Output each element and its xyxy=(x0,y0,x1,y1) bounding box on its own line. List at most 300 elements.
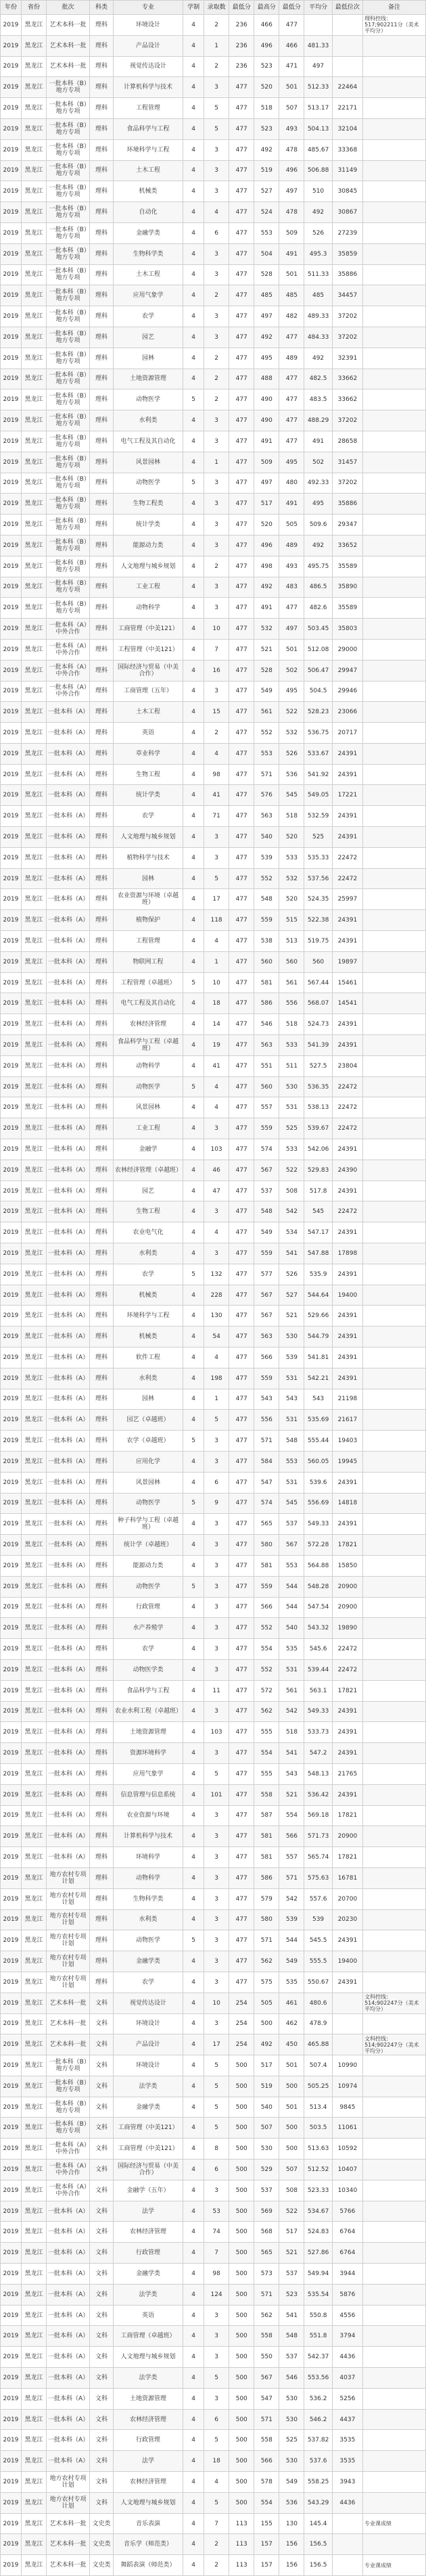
cell-avg-score: 526 xyxy=(304,222,332,243)
cell-avg-score: 482.5 xyxy=(304,368,332,389)
cell-year: 2019 xyxy=(1,1493,22,1514)
cell-admitted: 98 xyxy=(204,2264,229,2285)
cell-duration: 4 xyxy=(183,202,204,223)
cell-major: 音乐学（师范类） xyxy=(114,2534,183,2555)
cell-batch: 一批本科（A） xyxy=(47,1306,90,1327)
cell-cutoff: 477 xyxy=(229,702,254,723)
cell-category: 理科 xyxy=(89,1472,113,1493)
cell-max-score: 492 xyxy=(254,2034,279,2055)
cell-cutoff: 477 xyxy=(229,1055,254,1076)
cell-year: 2019 xyxy=(1,1347,22,1368)
cell-min-score: 505 xyxy=(279,515,304,535)
cell-year: 2019 xyxy=(1,1888,22,1909)
cell-cutoff: 477 xyxy=(229,202,254,223)
cell-max-score: 552 xyxy=(254,1618,279,1639)
cell-province: 黑龙江 xyxy=(21,1763,46,1784)
cell-major: 风景园林 xyxy=(114,452,183,473)
cell-admitted: 3 xyxy=(204,1930,229,1951)
table-row xyxy=(1,1160,426,1180)
cell-province: 黑龙江 xyxy=(21,2388,46,2409)
cell-duration: 5 xyxy=(183,1264,204,1285)
cell-major: 应用化学 xyxy=(114,1451,183,1472)
cell-cutoff: 254 xyxy=(229,2034,254,2055)
cell-cutoff: 477 xyxy=(229,1410,254,1431)
cell-cutoff: 236 xyxy=(229,35,254,56)
cell-major: 水产养殖学 xyxy=(114,1618,183,1639)
cell-province: 黑龙江 xyxy=(21,1180,46,1201)
cell-admitted: 3 xyxy=(204,327,229,348)
table-row xyxy=(1,660,426,681)
cell-admitted: 5 xyxy=(204,1410,229,1431)
cell-admitted: 3 xyxy=(204,1888,229,1909)
table-body xyxy=(1,15,426,2576)
cell-cutoff: 477 xyxy=(229,1243,254,1264)
cell-avg-score: 503.45 xyxy=(304,619,332,640)
cell-category: 理科 xyxy=(89,619,113,640)
cell-admitted: 17 xyxy=(204,2034,229,2055)
table-row xyxy=(1,2118,426,2139)
table-row xyxy=(1,327,426,348)
cell-major: 产品设计 xyxy=(114,2034,183,2055)
cell-min-rank: 20900 xyxy=(332,1826,362,1847)
cell-min-score: 561 xyxy=(279,1680,304,1701)
cell-min-score: 526 xyxy=(279,743,304,764)
cell-major: 农林经济管理 xyxy=(114,2409,183,2430)
cell-min-score: 480 xyxy=(279,473,304,494)
cell-admitted: 2 xyxy=(204,2534,229,2555)
cell-year: 2019 xyxy=(1,2368,22,2389)
cell-batch: 一批本科（B）地方专项 xyxy=(47,2055,90,2076)
cell-cutoff: 500 xyxy=(229,2222,254,2243)
cell-min-score: 533 xyxy=(279,847,304,868)
cell-min-rank: 17821 xyxy=(332,1680,362,1701)
header-note: 备注 xyxy=(363,1,426,15)
cell-admitted: 3 xyxy=(204,598,229,619)
cell-min-rank: 24391 xyxy=(332,1222,362,1243)
cell-duration: 4 xyxy=(183,515,204,535)
cell-year: 2019 xyxy=(1,1847,22,1868)
cell-major: 农业资源与环境（卓越班） xyxy=(114,889,183,910)
cell-category: 理科 xyxy=(89,931,113,952)
cell-admitted: 3 xyxy=(204,681,229,702)
cell-min-score: 533 xyxy=(279,1035,304,1056)
cell-cutoff: 477 xyxy=(229,1722,254,1743)
cell-major: 园林 xyxy=(114,1389,183,1410)
cell-admitted: 11 xyxy=(204,1680,229,1701)
cell-note: 理科控线：517;902211分（美术平均分） xyxy=(363,15,426,36)
cell-cutoff: 500 xyxy=(229,2409,254,2430)
cell-year: 2019 xyxy=(1,2243,22,2264)
cell-admitted: 3 xyxy=(204,1659,229,1680)
cell-duration: 4 xyxy=(183,2160,204,2180)
cell-min-rank: 23804 xyxy=(332,1055,362,1076)
cell-cutoff: 236 xyxy=(229,15,254,36)
cell-batch: 一批本科（A） xyxy=(47,785,90,806)
cell-max-score: 555 xyxy=(254,1722,279,1743)
cell-province: 黑龙江 xyxy=(21,1306,46,1327)
cell-cutoff: 477 xyxy=(229,1514,254,1535)
cell-cutoff: 477 xyxy=(229,1867,254,1888)
cell-avg-score: 533.73 xyxy=(304,1722,332,1743)
cell-cutoff: 477 xyxy=(229,1285,254,1306)
cell-note xyxy=(363,2347,426,2368)
cell-category: 理科 xyxy=(89,139,113,160)
cell-min-rank: 20230 xyxy=(332,1909,362,1930)
cell-min-score: 553 xyxy=(279,1555,304,1576)
cell-min-score: 497 xyxy=(279,181,304,202)
cell-category: 理科 xyxy=(89,1160,113,1180)
cell-avg-score: 549.33 xyxy=(304,1701,332,1722)
cell-min-score: 539 xyxy=(279,1909,304,1930)
cell-min-score: 526 xyxy=(279,1264,304,1285)
cell-province: 黑龙江 xyxy=(21,368,46,389)
cell-note xyxy=(363,452,426,473)
cell-category: 理科 xyxy=(89,494,113,515)
cell-avg-score: 556.69 xyxy=(304,1493,332,1514)
cell-max-score: 547 xyxy=(254,2388,279,2409)
cell-min-rank: 22472 xyxy=(332,847,362,868)
cell-min-score: 531 xyxy=(279,1472,304,1493)
cell-admitted: 7 xyxy=(204,2513,229,2534)
cell-cutoff: 477 xyxy=(229,764,254,785)
cell-min-rank: 21617 xyxy=(332,1410,362,1431)
table-row xyxy=(1,452,426,473)
cell-note xyxy=(363,535,426,556)
cell-province: 黑龙江 xyxy=(21,1410,46,1431)
cell-duration: 4 xyxy=(183,1243,204,1264)
cell-min-rank: 17821 xyxy=(332,1535,362,1556)
cell-batch: 一批本科（A） xyxy=(47,1243,90,1264)
cell-major: 国际经济与贸易（中美合作） xyxy=(114,2160,183,2180)
cell-category: 理科 xyxy=(89,951,113,972)
cell-admitted: 3 xyxy=(204,577,229,598)
cell-admitted: 3 xyxy=(204,494,229,515)
cell-province: 黑龙江 xyxy=(21,2180,46,2201)
cell-duration: 4 xyxy=(183,2034,204,2055)
cell-admitted: 4 xyxy=(204,1076,229,1097)
cell-cutoff: 477 xyxy=(229,847,254,868)
cell-min-score: 525 xyxy=(279,1118,304,1139)
cell-major: 种子科学与工程（卓越班） xyxy=(114,1514,183,1535)
table-row xyxy=(1,2034,426,2055)
cell-max-score: 553 xyxy=(254,222,279,243)
cell-batch: 一批本科（A） xyxy=(47,931,90,952)
table-row xyxy=(1,2326,426,2347)
cell-province: 黑龙江 xyxy=(21,77,46,98)
cell-category: 理科 xyxy=(89,1493,113,1514)
cell-min-score: 544 xyxy=(279,1576,304,1597)
cell-min-score: 478 xyxy=(279,202,304,223)
cell-category: 理科 xyxy=(89,1743,113,1764)
cell-province: 黑龙江 xyxy=(21,202,46,223)
cell-min-rank: 17821 xyxy=(332,1805,362,1826)
cell-max-score: 558 xyxy=(254,2430,279,2451)
cell-avg-score: 550.67 xyxy=(304,1972,332,1993)
cell-admitted: 5 xyxy=(204,868,229,889)
cell-category: 理科 xyxy=(89,1389,113,1410)
cell-min-score: 553 xyxy=(279,1451,304,1472)
cell-province: 黑龙江 xyxy=(21,2472,46,2493)
cell-province: 黑龙江 xyxy=(21,1327,46,1347)
cell-min-rank xyxy=(332,2034,362,2055)
cell-year: 2019 xyxy=(1,1285,22,1306)
cell-avg-score: 543 xyxy=(304,1389,332,1410)
cell-note xyxy=(363,348,426,368)
table-row xyxy=(1,98,426,119)
cell-category: 文科 xyxy=(89,2201,113,2222)
cell-max-score: 574 xyxy=(254,1493,279,1514)
cell-province: 黑龙江 xyxy=(21,1431,46,1452)
cell-note xyxy=(363,1972,426,1993)
cell-duration: 4 xyxy=(183,2305,204,2326)
cell-major: 动物医学 xyxy=(114,1076,183,1097)
cell-avg-score: 558.25 xyxy=(304,2472,332,2493)
table-row xyxy=(1,2555,426,2576)
cell-province: 黑龙江 xyxy=(21,910,46,931)
cell-province: 黑龙江 xyxy=(21,452,46,473)
cell-min-rank: 10340 xyxy=(332,2180,362,2201)
cell-province: 黑龙江 xyxy=(21,1368,46,1389)
cell-min-rank: 22472 xyxy=(332,1659,362,1680)
cell-province: 黑龙江 xyxy=(21,410,46,431)
cell-batch: 一批本科（B）地方专项 xyxy=(47,264,90,285)
cell-avg-score: 495.75 xyxy=(304,556,332,577)
cell-category: 文史类 xyxy=(89,2555,113,2576)
cell-avg-score: 511.33 xyxy=(304,264,332,285)
cell-admitted: 3 xyxy=(204,2013,229,2034)
cell-duration: 4 xyxy=(183,2513,204,2534)
cell-year: 2019 xyxy=(1,1576,22,1597)
cell-min-rank: 29347 xyxy=(332,515,362,535)
cell-cutoff: 500 xyxy=(229,2430,254,2451)
cell-min-score: 485 xyxy=(279,285,304,306)
cell-admitted: 2 xyxy=(204,368,229,389)
cell-max-score: 552 xyxy=(254,1659,279,1680)
cell-max-score: 518 xyxy=(254,98,279,119)
cell-year: 2019 xyxy=(1,98,22,119)
cell-admitted: 3 xyxy=(204,1576,229,1597)
cell-cutoff: 477 xyxy=(229,348,254,368)
cell-province: 黑龙江 xyxy=(21,1472,46,1493)
cell-note xyxy=(363,681,426,702)
cell-category: 文科 xyxy=(89,2264,113,2285)
cell-avg-score: 527.86 xyxy=(304,2243,332,2264)
cell-avg-score: 503.5 xyxy=(304,2118,332,2139)
cell-max-score: 567 xyxy=(254,1285,279,1306)
cell-duration: 4 xyxy=(183,2222,204,2243)
table-row xyxy=(1,1951,426,1972)
cell-max-score: 539 xyxy=(254,847,279,868)
cell-min-score: 520 xyxy=(279,827,304,848)
cell-avg-score: 506.47 xyxy=(304,660,332,681)
cell-admitted: 3 xyxy=(204,1535,229,1556)
cell-major: 园林 xyxy=(114,868,183,889)
cell-duration: 4 xyxy=(183,951,204,972)
cell-min-score: 130 xyxy=(279,2513,304,2534)
cell-year: 2019 xyxy=(1,1180,22,1201)
cell-province: 黑龙江 xyxy=(21,1993,46,2013)
cell-major: 食品科学与工程（卓越班） xyxy=(114,1035,183,1056)
cell-avg-score: 488.29 xyxy=(304,410,332,431)
cell-min-rank: 22472 xyxy=(332,1639,362,1660)
cell-min-score: 507 xyxy=(279,2160,304,2180)
cell-category: 文科 xyxy=(89,2284,113,2305)
cell-batch: 一批本科（A） xyxy=(47,1285,90,1306)
cell-batch: 艺术本科一批 xyxy=(47,2534,90,2555)
table-row xyxy=(1,951,426,972)
cell-duration: 4 xyxy=(183,1597,204,1618)
cell-avg-score: 537.82 xyxy=(304,2430,332,2451)
cell-avg-score: 525 xyxy=(304,827,332,848)
cell-batch: 一批本科（A） xyxy=(47,1097,90,1118)
cell-max-score: 540 xyxy=(254,2097,279,2118)
cell-note xyxy=(363,1014,426,1035)
cell-cutoff: 477 xyxy=(229,1014,254,1035)
cell-max-score: 581 xyxy=(254,1555,279,1576)
cell-avg-score: 543.29 xyxy=(304,2492,332,2513)
cell-note xyxy=(363,806,426,827)
cell-note xyxy=(363,1847,426,1868)
cell-batch: 地方农村专项计划 xyxy=(47,1888,90,1909)
cell-avg-score: 495.3 xyxy=(304,243,332,264)
cell-cutoff: 477 xyxy=(229,1076,254,1097)
cell-category: 理科 xyxy=(89,1701,113,1722)
cell-category: 理科 xyxy=(89,743,113,764)
cell-avg-score: 545.5 xyxy=(304,1930,332,1951)
cell-cutoff: 477 xyxy=(229,118,254,139)
cell-year: 2019 xyxy=(1,1826,22,1847)
cell-category: 理科 xyxy=(89,1535,113,1556)
cell-year: 2019 xyxy=(1,431,22,452)
cell-duration: 5 xyxy=(183,1493,204,1514)
cell-admitted: 6 xyxy=(204,1472,229,1493)
cell-category: 理科 xyxy=(89,35,113,56)
cell-admitted: 132 xyxy=(204,1264,229,1285)
cell-min-rank: 24391 xyxy=(332,1743,362,1764)
cell-batch: 一批本科（B）地方专项 xyxy=(47,181,90,202)
cell-year: 2019 xyxy=(1,639,22,660)
cell-duration: 4 xyxy=(183,1118,204,1139)
cell-year: 2019 xyxy=(1,1993,22,2013)
cell-note xyxy=(363,1076,426,1097)
cell-cutoff: 477 xyxy=(229,889,254,910)
cell-category: 理科 xyxy=(89,1431,113,1452)
cell-min-score: 523 xyxy=(279,2284,304,2305)
cell-note xyxy=(363,1680,426,1701)
cell-year: 2019 xyxy=(1,598,22,619)
cell-major: 机械类 xyxy=(114,1285,183,1306)
cell-min-rank: 5876 xyxy=(332,2284,362,2305)
cell-category: 文科 xyxy=(89,2492,113,2513)
cell-year: 2019 xyxy=(1,56,22,77)
cell-province: 黑龙江 xyxy=(21,1576,46,1597)
cell-major: 植物保护 xyxy=(114,910,183,931)
cell-duration: 4 xyxy=(183,1160,204,1180)
cell-province: 黑龙江 xyxy=(21,619,46,640)
header-year: 年份 xyxy=(1,1,22,15)
cell-year: 2019 xyxy=(1,452,22,473)
cell-province: 黑龙江 xyxy=(21,181,46,202)
cell-note xyxy=(363,77,426,98)
cell-max-score: 551 xyxy=(254,1055,279,1076)
cell-batch: 一批本科（B）地方专项 xyxy=(47,139,90,160)
cell-min-rank: 27239 xyxy=(332,222,362,243)
cell-note xyxy=(363,1264,426,1285)
cell-min-score: 567 xyxy=(279,1535,304,1556)
cell-admitted: 41 xyxy=(204,785,229,806)
cell-province: 黑龙江 xyxy=(21,139,46,160)
cell-min-rank xyxy=(332,1993,362,2013)
cell-year: 2019 xyxy=(1,285,22,306)
cell-max-score: 548 xyxy=(254,889,279,910)
cell-avg-score: 506.88 xyxy=(304,160,332,181)
cell-batch: 一批本科（A） xyxy=(47,2430,90,2451)
cell-admitted: 15 xyxy=(204,702,229,723)
cell-category: 理科 xyxy=(89,806,113,827)
table-row xyxy=(1,743,426,764)
cell-major: 环境设计 xyxy=(114,2013,183,2034)
cell-cutoff: 477 xyxy=(229,1847,254,1868)
cell-cutoff: 500 xyxy=(229,2347,254,2368)
cell-duration: 4 xyxy=(183,681,204,702)
cell-note xyxy=(363,1701,426,1722)
cell-batch: 一批本科（A） xyxy=(47,2409,90,2430)
cell-avg-score: 156.5 xyxy=(304,2534,332,2555)
cell-duration: 4 xyxy=(183,494,204,515)
cell-admitted: 71 xyxy=(204,806,229,827)
cell-major: 人文地理与城乡规划 xyxy=(114,827,183,848)
cell-category: 文科 xyxy=(89,2430,113,2451)
cell-province: 黑龙江 xyxy=(21,1972,46,1993)
cell-year: 2019 xyxy=(1,660,22,681)
table-row xyxy=(1,160,426,181)
cell-admitted: 1 xyxy=(204,35,229,56)
cell-province: 黑龙江 xyxy=(21,56,46,77)
cell-category: 理科 xyxy=(89,306,113,327)
cell-major: 动物科学 xyxy=(114,1055,183,1076)
cell-avg-score: 536.2 xyxy=(304,2388,332,2409)
cell-note xyxy=(363,98,426,119)
cell-min-rank: 35589 xyxy=(332,598,362,619)
cell-cutoff: 477 xyxy=(229,1472,254,1493)
cell-max-score: 566 xyxy=(254,1347,279,1368)
cell-province: 黑龙江 xyxy=(21,764,46,785)
table-row xyxy=(1,723,426,744)
cell-duration: 4 xyxy=(183,306,204,327)
cell-admitted: 3 xyxy=(204,2347,229,2368)
cell-avg-score: 512.52 xyxy=(304,2160,332,2180)
cell-major: 农学 xyxy=(114,1264,183,1285)
cell-year: 2019 xyxy=(1,2180,22,2201)
cell-batch: 一批本科（A） xyxy=(47,1264,90,1285)
header-province: 省份 xyxy=(21,1,46,15)
cell-min-score: 517 xyxy=(279,2222,304,2243)
cell-year: 2019 xyxy=(1,1618,22,1639)
cell-province: 黑龙江 xyxy=(21,806,46,827)
cell-avg-score: 535.9 xyxy=(304,1264,332,1285)
cell-avg-score: 541.81 xyxy=(304,1347,332,1368)
cell-max-score: 563 xyxy=(254,1035,279,1056)
table-row xyxy=(1,1139,426,1160)
cell-province: 黑龙江 xyxy=(21,1389,46,1410)
cell-note xyxy=(363,1347,426,1368)
cell-min-score: 509 xyxy=(279,222,304,243)
cell-batch: 一批本科（B）地方专项 xyxy=(47,368,90,389)
header-batch: 批次 xyxy=(47,1,90,15)
cell-max-score: 586 xyxy=(254,993,279,1014)
cell-cutoff: 477 xyxy=(229,931,254,952)
cell-duration: 4 xyxy=(183,1139,204,1160)
